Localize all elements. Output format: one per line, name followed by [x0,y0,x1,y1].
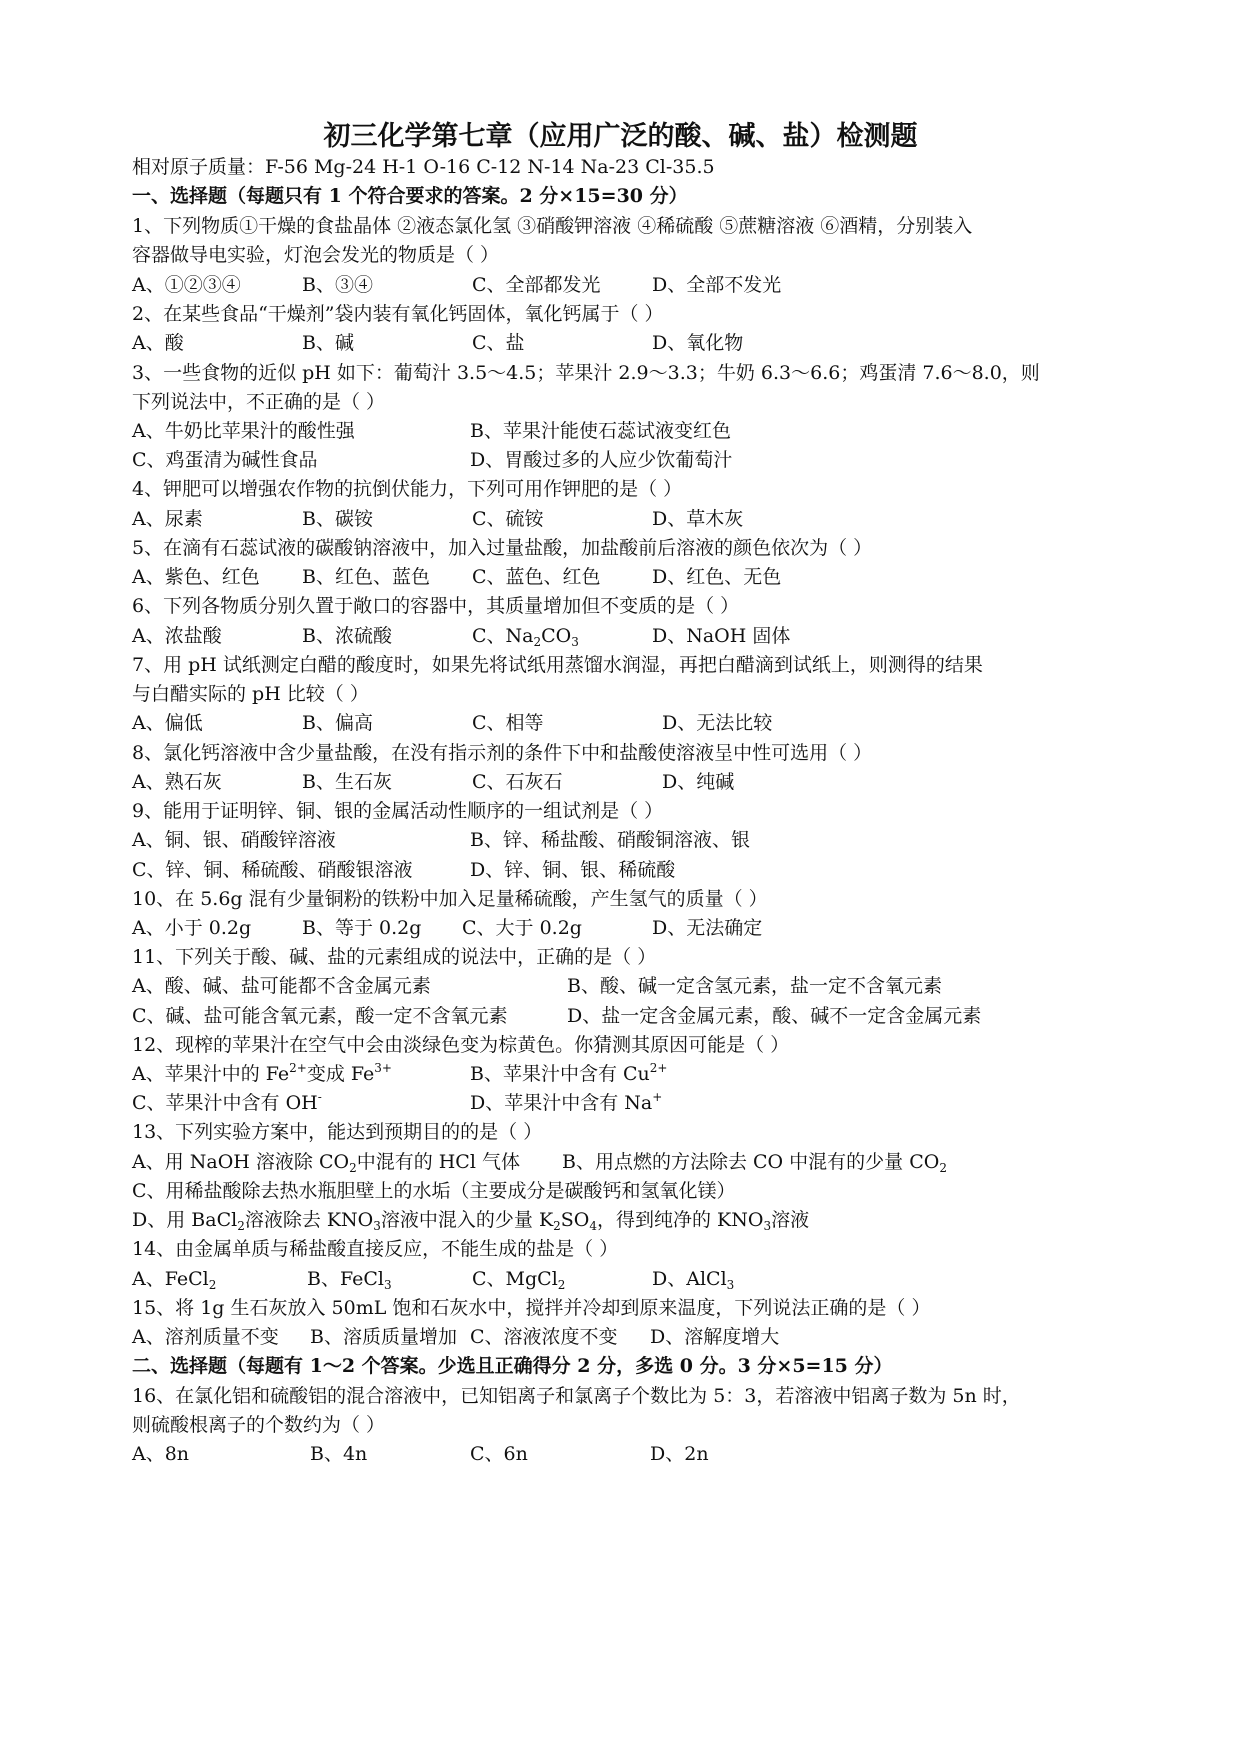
option-a: A、牛奶比苹果汁的酸性强 [132,420,355,442]
option-c: C、MgCl$_2$ [472,1268,566,1292]
option-b: B、苹果汁中含有 $Cu^{2+}$ [470,1061,668,1085]
option-a: A、紫色、红色 [132,566,260,588]
question-9-stem: 9、能用于证明锌、铜、银的金属活动性顺序的一组试剂是（ ） [132,800,664,822]
section-two-heading: 二、选择题（每题有 1～2 个答案。少选且正确得分 2 分，多选 0 分。3 分×5=15 分） [132,1355,893,1377]
option-a: A、酸、碱、盐可能都不含金属元素 [132,975,431,997]
option-b: B、FeCl$_3$ [307,1268,392,1292]
option-a: A、苹果汁中的 $Fe^{2+}$变成 $Fe^{3+}$ [132,1061,392,1085]
question-1-stem-cont: 容器做导电实验，灯泡会发光的物质是（ ） [132,244,500,266]
question-12-stem: 12、现榨的苹果汁在空气中会由淡绿色变为棕黄色。你猜测其原因可能是（ ） [132,1034,790,1056]
option-a: A、溶剂质量不变 [132,1326,279,1348]
option-d: D、氧化物 [652,332,744,354]
question-1-stem: 1、下列物质①干燥的食盐晶体 ②液态氯化氢 ③硝酸钾溶液 ④稀硫酸 ⑤蔗糖溶液 ⑥酒精，分别装入 [132,215,973,237]
option-a: A、酸 [132,332,184,354]
option-c: C、碱、盐可能含氧元素，酸一定不含氧元素 [132,1005,508,1027]
option-a: A、浓盐酸 [132,625,222,647]
option-d: D、全部不发光 [652,274,782,296]
option-c: C、相等 [472,712,544,734]
option-d: D、盐一定含金属元素，酸、碱不一定含金属元素 [567,1005,982,1027]
question-14-stem: 14、由金属单质与稀盐酸直接反应，不能生成的盐是（ ） [132,1238,619,1260]
question-7-stem: 7、用 pH 试纸测定白醋的酸度时，如果先将试纸用蒸馏水润湿，再把白醋滴到试纸上，则测得的结果 [132,654,983,676]
option-a: A、FeCl$_2$ [132,1268,217,1292]
option-d: D、纯碱 [662,771,735,793]
option-d: D、草木灰 [652,508,744,530]
option-c: C、硫铵 [472,508,544,530]
option-c: C、6n [470,1443,528,1465]
option-d: D、2n [650,1443,709,1465]
question-16-stem-cont: 则硫酸根离子的个数约为（ ） [132,1414,386,1436]
option-c: C、全部都发光 [472,274,601,296]
option-d: D、AlCl$_3$ [652,1268,735,1292]
question-7-stem-cont: 与白醋实际的 pH 比较（ ） [132,683,369,705]
option-c: C、鸡蛋清为碱性食品 [132,449,318,471]
page-title: 初三化学第七章（应用广泛的酸、碱、盐）检测题 [323,121,918,152]
question-10-stem: 10、在 5.6g 混有少量铜粉的铁粉中加入足量稀硫酸，产生氢气的质量（ ） [132,888,768,910]
option-a: A、8n [132,1443,190,1465]
option-c: C、石灰石 [472,771,563,793]
option-d: D、无法确定 [652,917,763,939]
option-b: B、偏高 [302,712,373,734]
question-13-option-c: C、用稀盐酸除去热水瓶胆壁上的水垢（主要成分是碳酸钙和氢氧化镁） [132,1180,736,1202]
option-b: B、溶质质量增加 [310,1326,457,1348]
question-3-stem-cont: 下列说法中，不正确的是（ ） [132,391,386,413]
option-b: B、生石灰 [302,771,392,793]
option-c: C、蓝色、红色 [472,566,601,588]
option-a: A、尿素 [132,508,203,530]
option-c: C、大于 0.2g [462,917,582,939]
option-a: A、铜、银、硝酸锌溶液 [132,829,336,851]
question-5-stem: 5、在滴有石蕊试液的碳酸钠溶液中，加入过量盐酸，加盐酸前后溶液的颜色依次为（ ） [132,537,873,559]
option-a: A、①②③④ [132,274,241,296]
option-a: A、熟石灰 [132,771,222,793]
option-c: C、溶液浓度不变 [470,1326,618,1348]
option-b: B、酸、碱一定含氢元素，盐一定不含氧元素 [567,975,942,997]
question-13-option-d: D、用 BaCl$_2$溶液除去 $KNO_3$溶液中混入的少量 $K_2SO_4$，得到纯净的 $KNO_3$溶液 [132,1209,810,1233]
question-3-stem: 3、一些食物的近似 pH 如下：葡萄汁 3.5～4.5；苹果汁 2.9～3.3；牛奶 6.3～6.6；鸡蛋清 7.6～8.0，则 [132,362,1040,384]
option-b: B、等于 0.2g [302,917,422,939]
option-a: A、偏低 [132,712,203,734]
option-d: D、胃酸过多的人应少饮葡萄汁 [470,449,733,471]
atomic-mass-line: 相对原子质量：F-56 Mg-24 H-1 O-16 C-12 N-14 Na-23 Cl-35.5 [132,156,715,178]
section-one-heading: 一、选择题（每题只有 1 个符合要求的答案。2 分×15=30 分） [132,185,688,207]
question-16-stem: 16、在氯化铝和硫酸铝的混合溶液中，已知铝离子和氯离子个数比为 5：3，若溶液中铝离子数为 5n 时， [132,1385,1021,1407]
question-6-stem: 6、下列各物质分别久置于敞口的容器中，其质量增加但不变质的是（ ） [132,595,740,617]
question-4-stem: 4、钾肥可以增强农作物的抗倒伏能力，下列可用作钾肥的是（ ） [132,478,683,500]
option-a: A、小于 0.2g [132,917,252,939]
option-a: A、用 NaOH 溶液除 $CO_2$中混有的 HCl 气体 [132,1151,520,1175]
option-b: B、用点燃的方法除去 CO 中混有的少量 $CO_2$ [562,1151,947,1175]
option-d: D、溶解度增大 [650,1326,780,1348]
option-c: C、盐 [472,332,525,354]
option-c: C、$Na_2CO_3$ [472,625,579,649]
option-b: B、4n [310,1443,368,1465]
question-13-stem: 13、下列实验方案中，能达到预期目的的是（ ） [132,1121,543,1143]
option-c: C、苹果汁中含有 OH- [132,1090,322,1114]
option-b: B、碱 [302,332,354,354]
question-2-stem: 2、在某些食品“干燥剂”袋内装有氧化钙固体，氧化钙属于（ ） [132,303,664,325]
option-b: B、碳铵 [302,508,373,530]
option-d: D、苹果汁中含有 Na+ [470,1090,663,1114]
option-b: B、锌、稀盐酸、硝酸铜溶液、银 [470,829,750,851]
option-d: D、无法比较 [662,712,773,734]
option-d: D、NaOH 固体 [652,625,791,647]
option-d: D、锌、铜、银、稀硫酸 [470,859,676,881]
option-c: C、锌、铜、稀硫酸、硝酸银溶液 [132,859,413,881]
option-b: B、苹果汁能使石蕊试液变红色 [470,420,731,442]
option-b: B、红色、蓝色 [302,566,430,588]
option-d: D、红色、无色 [652,566,782,588]
question-11-stem: 11、下列关于酸、碱、盐的元素组成的说法中，正确的是（ ） [132,946,657,968]
question-15-stem: 15、将 1g 生石灰放入 50mL 饱和石灰水中，搅拌并冷却到原来温度，下列说法正确的是（ ） [132,1297,931,1319]
option-b: B、浓硫酸 [302,625,392,647]
option-b: B、③④ [302,274,373,296]
question-8-stem: 8、氯化钙溶液中含少量盐酸，在没有指示剂的条件下中和盐酸使溶液呈中性可选用（ ） [132,742,873,764]
